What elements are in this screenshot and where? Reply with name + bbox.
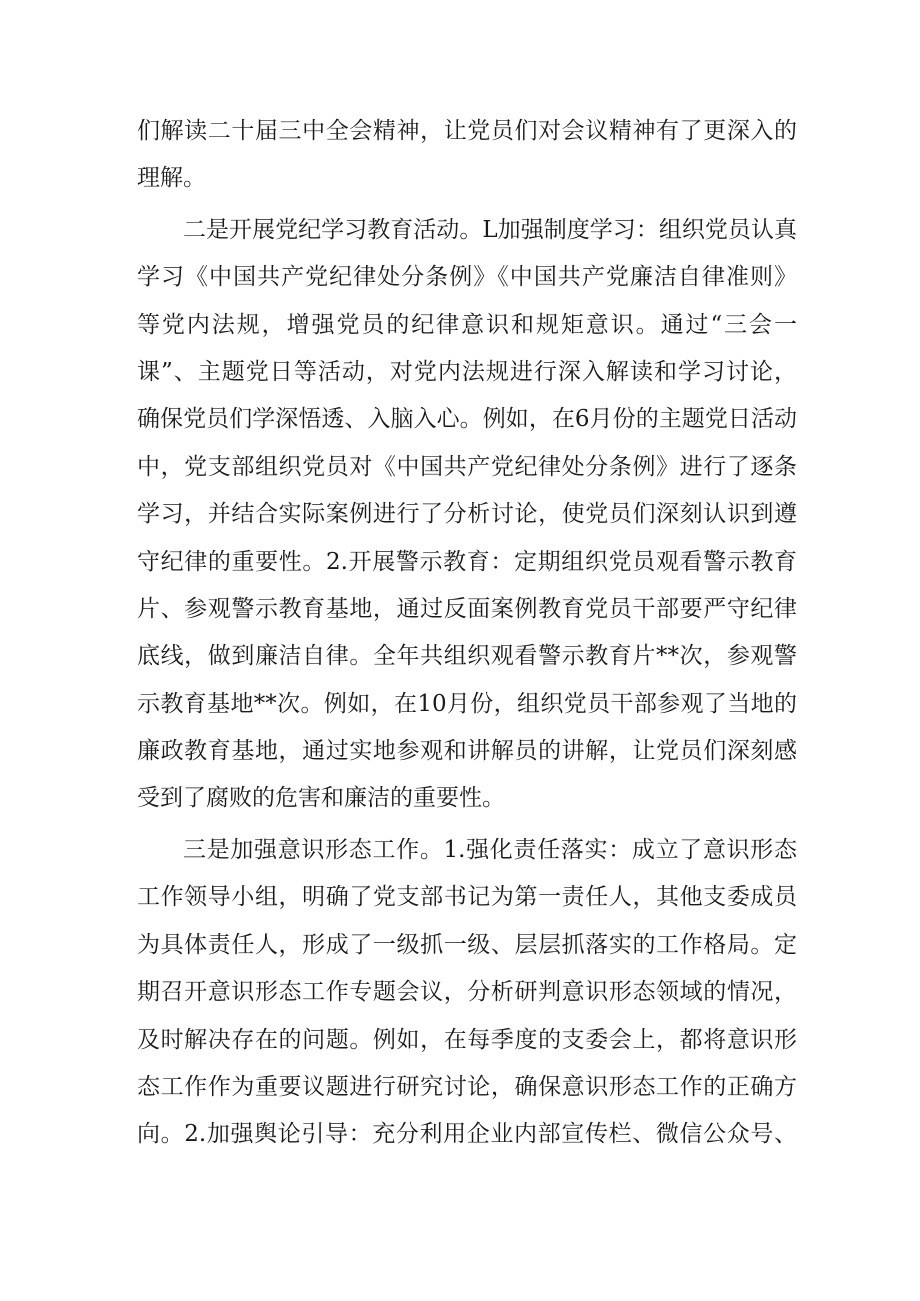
text-line: 为具体责任人，形成了一级抓一级、层层抓落实的工作格局。定	[137, 932, 797, 958]
text-line: 工作领导小组，明确了党支部书记为第一责任人，其他支委成员	[137, 884, 797, 910]
text-line: 学习《中国共产党纪律处分条例》《中国共产党廉洁自律准则》	[137, 264, 797, 290]
text-line: 守纪律的重要性。2.开展警示教育：定期组织党员观看警示教育	[137, 549, 797, 575]
paragraph-start-line: 三是加强意识形态工作。1.强化责任落实：成立了意识形态	[183, 837, 797, 863]
text-line: 示教育基地**次。例如，在10月份，组织党员干部参观了当地的	[137, 691, 797, 717]
text-line: 等党内法规，增强党员的纪律意识和规矩意识。通过“三会一	[137, 312, 797, 338]
text-line: 廉政教育基地，通过实地参观和讲解员的讲解，让党员们深刻感	[137, 738, 797, 764]
text-line: 态工作作为重要议题进行研究讨论，确保意识形态工作的正确方	[137, 1074, 797, 1100]
text-line: 理解。	[137, 165, 206, 191]
text-line: 们解读二十届三中全会精神，让党员们对会议精神有了更深入的	[137, 118, 797, 144]
text-line: 课”、主题党日等活动，对党内法规进行深入解读和学习讨论，	[137, 359, 797, 385]
text-line: 中，党支部组织党员对《中国共产党纪律处分条例》进行了逐条	[137, 454, 797, 480]
text-line: 学习，并结合实际案例进行了分析讨论，使党员们深刻认识到遵	[137, 501, 797, 527]
text-line: 底线，做到廉洁自律。全年共组织观看警示教育片**次，参观警	[137, 643, 797, 669]
text-line: 受到了腐败的危害和廉洁的重要性。	[137, 785, 505, 811]
text-line: 片、参观警示教育基地，通过反面案例教育党员干部要严守纪律	[137, 596, 797, 622]
text-line: 确保党员们学深悟透、入脑入心。例如，在6月份的主题党日活动	[137, 406, 797, 432]
text-line: 及时解决存在的问题。例如，在每季度的支委会上，都将意识形	[137, 1027, 797, 1053]
paragraph-start-line: 二是开展党纪学习教育活动。L加强制度学习：组织党员认真	[183, 217, 797, 243]
text-line: 期召开意识形态工作专题会议，分析研判意识形态领域的情况，	[137, 979, 797, 1005]
text-line: 向。2.加强舆论引导：充分利用企业内部宣传栏、微信公众号、	[137, 1121, 797, 1147]
